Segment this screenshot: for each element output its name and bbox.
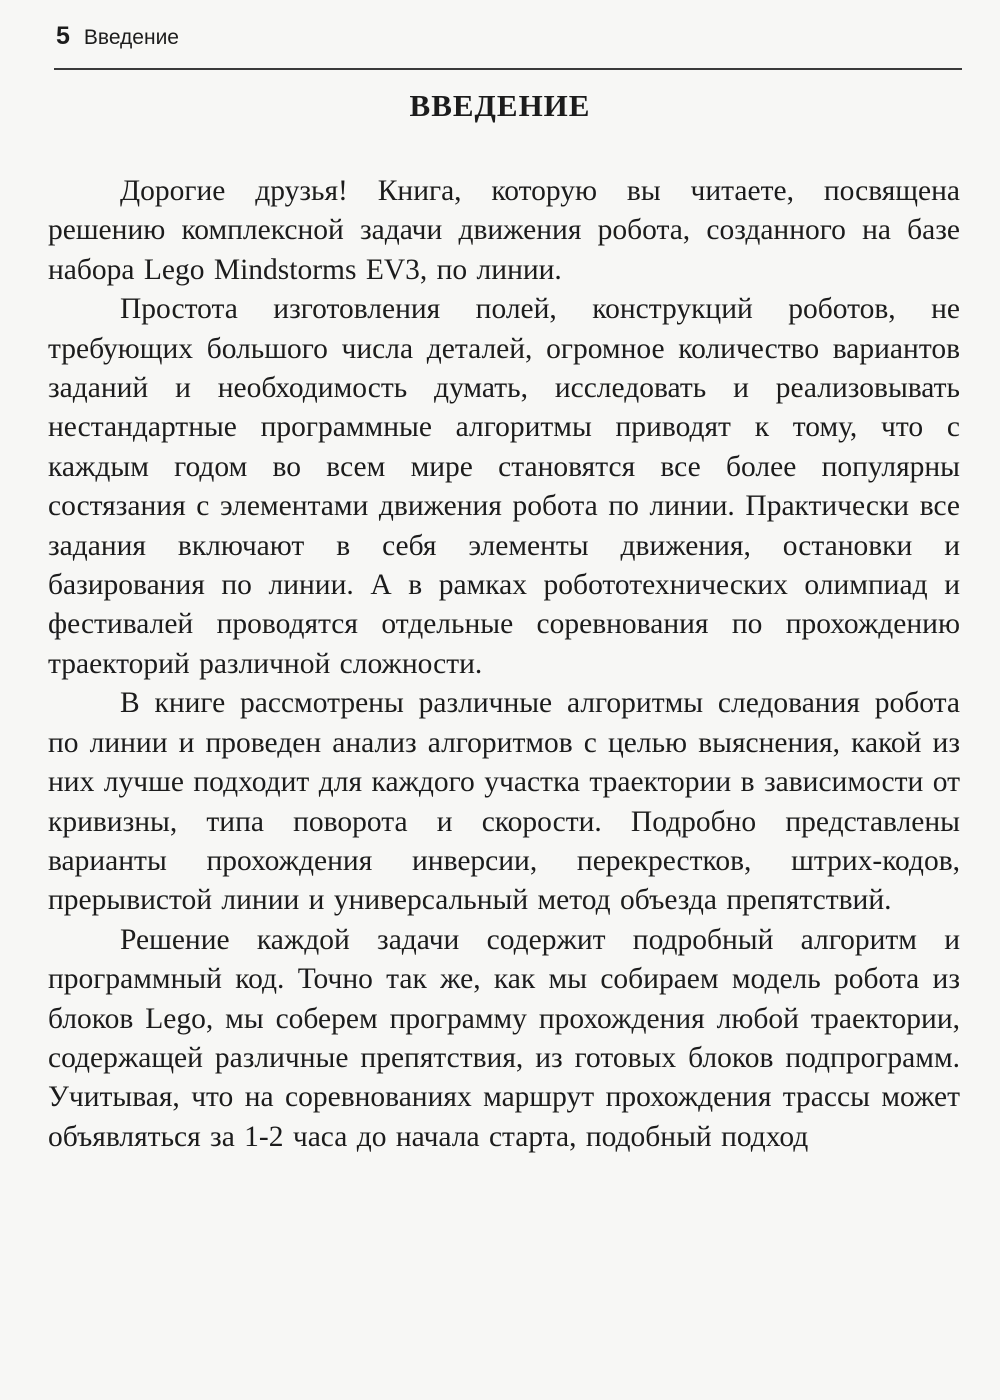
paragraph-1: Дорогие друзья! Книга, которую вы читаете, посвящена решению комплексной задачи движения робота, созданного на базе набора Lego Mindstorms EV3, по линии.: [48, 175, 960, 286]
header-rule: [54, 68, 962, 70]
paragraph-2: Простота изготовления полей, конструкций роботов, не требующих большого числа деталей, огромное количество вариантов заданий и необходимость думать, исследовать и реализовывать нестандартные программные алгоритмы приводят к тому, что с каждым годом во всем мире становятся все более популярны состязания с элементами движения робота по линии. Практически все задания включают в себя элементы движения, остановки и базирования по линии. А в рамках робототехнических олимпиад и фестивалей проводятся отдельные соревнования по прохождению траекторий различной сложности.: [48, 293, 960, 680]
running-header: [56, 22, 179, 51]
running-header-section: Введение: [83, 26, 179, 49]
body-text: [48, 172, 960, 1157]
page-number: 5: [56, 22, 70, 50]
paragraph-3: В книге рассмотрены различные алгоритмы следования робота по линии и проведен анализ алгоритмов с целью выяснения, какой из них лучше подходит для каждого участка траектории в зависимости от кривизны, типа поворота и скорости. Подробно представлены варианты прохождения инверсии, перекрестков, штрих-кодов, прерывистой линии и универсальный метод объезда препятствий.: [48, 687, 960, 917]
chapter-title: ВВЕДЕНИЕ: [409, 88, 591, 123]
paragraph-4: Решение каждой задачи содержит подробный алгоритм и программный код. Точно так же, как мы собираем модель робота из блоков Lego, мы соберем программу прохождения любой траектории, содержащей различные препятствия, из готовых блоков подпрограмм. Учитывая, что на соревнованиях маршрут прохождения трассы может объявляться за 1-2 часа до начала старта, подобный подход: [48, 923, 960, 1153]
